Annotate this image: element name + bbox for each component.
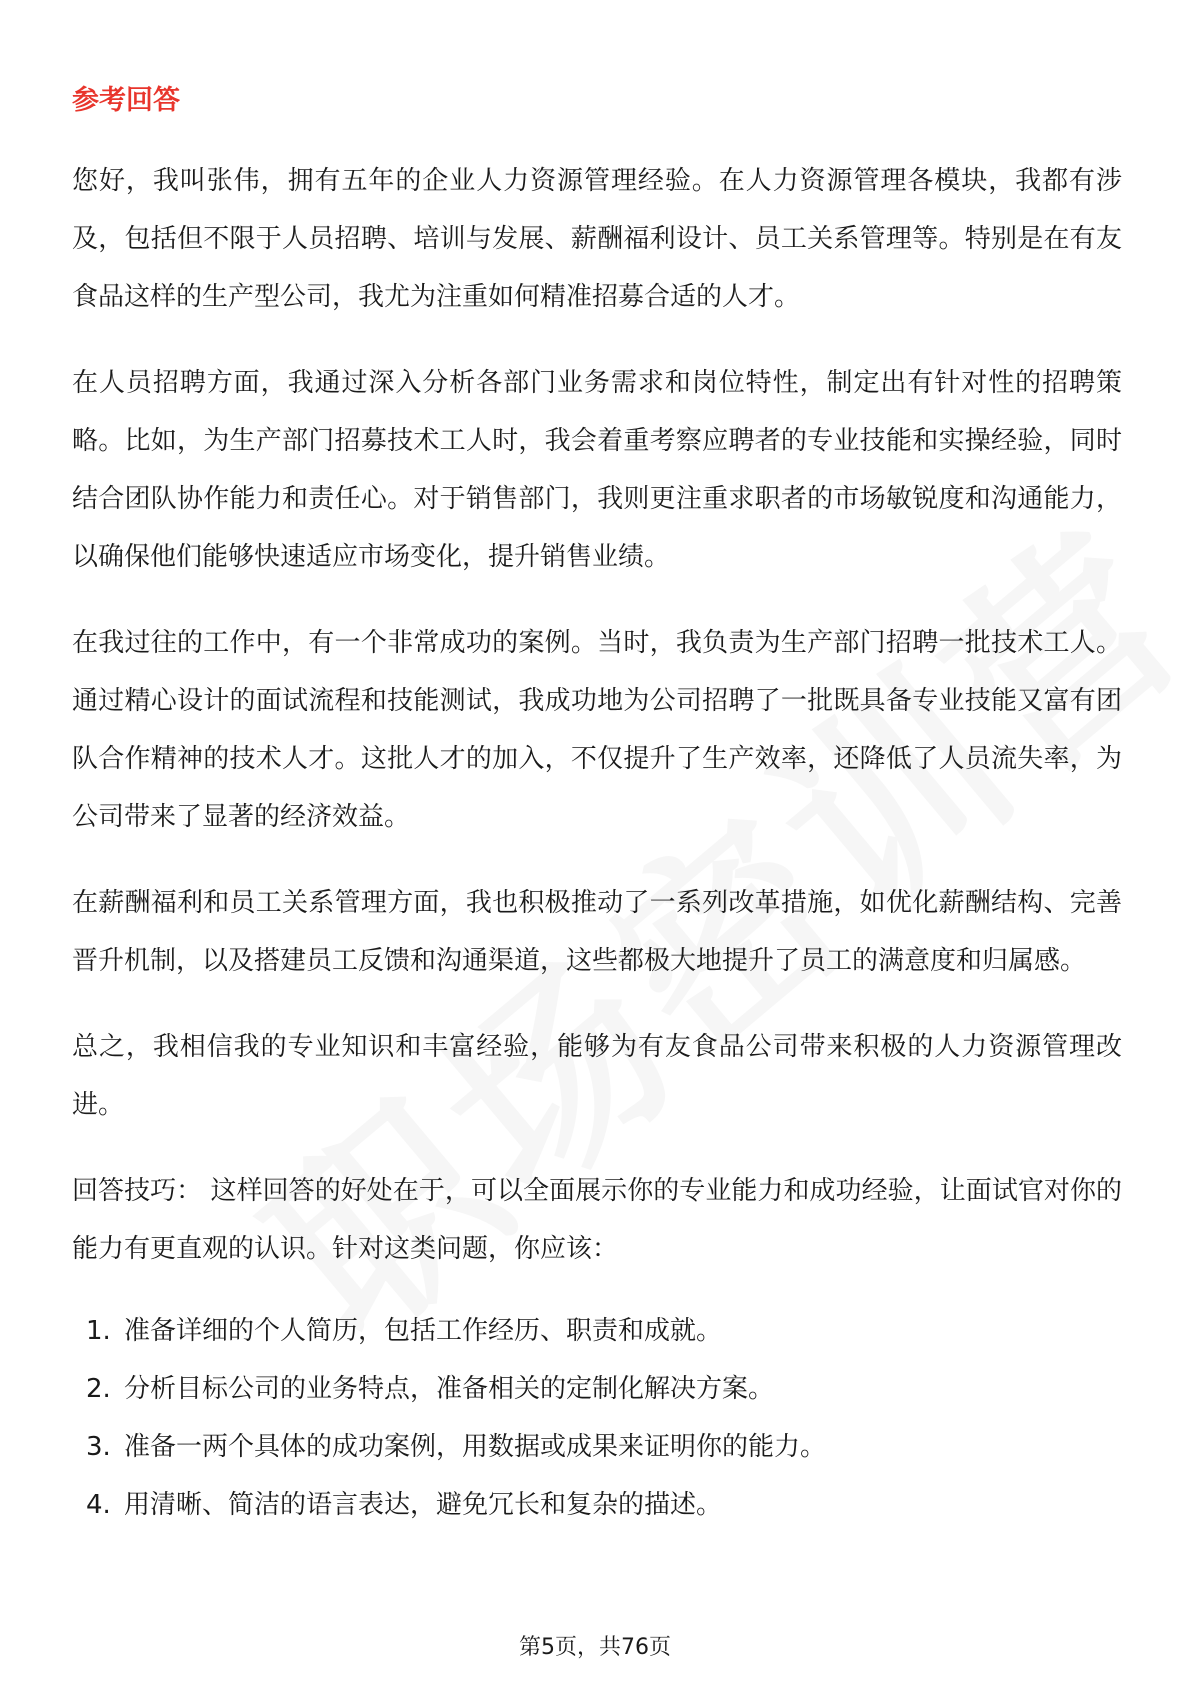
document-body: [72, 80, 1122, 1534]
list-text: 分析目标公司的业务特点，准备相关的定制化解决方案。: [124, 1374, 775, 1404]
paragraph-summary: 总之，我相信我的专业知识和丰富经验，能够为有友食品公司带来积极的人力资源管理改进。: [72, 1032, 1122, 1120]
list-item: [72, 1302, 1122, 1360]
paragraph-case: 在我过往的工作中，有一个非常成功的案例。当时，我负责为生产部门招聘一批技术工人。通过精心设计的面试流程和技能测试，我成功地为公司招聘了一批既具备专业技能又富有团队合作精神的技术人才。这批人才的加入，不仅提升了生产效率，还降低了人员流失率，为公司带来了显著的经济效益。: [72, 628, 1122, 832]
list-number: 2.: [86, 1374, 111, 1404]
list-item: [72, 1418, 1122, 1476]
list-number: 4.: [86, 1490, 111, 1520]
list-item: [72, 1360, 1122, 1418]
paragraph-intro: 您好，我叫张伟，拥有五年的企业人力资源管理经验。在人力资源管理各模块，我都有涉及，包括但不限于人员招聘、培训与发展、薪酬福利设计、员工关系管理等。特别是在有友食品这样的生产型公司，我尤为注重如何精准招募合适的人才。: [72, 166, 1122, 312]
section-heading: 参考回答: [72, 85, 180, 116]
list-number: 3.: [86, 1432, 111, 1462]
tips-list: [72, 1302, 1122, 1534]
paragraph-compensation: 在薪酬福利和员工关系管理方面，我也积极推动了一系列改革措施，如优化薪酬结构、完善晋升机制，以及搭建员工反馈和沟通渠道，这些都极大地提升了员工的满意度和归属感。: [72, 888, 1122, 976]
page-footer: 第5页，共76页: [519, 1635, 671, 1660]
list-text: 准备详细的个人简历，包括工作经历、职责和成就。: [124, 1316, 723, 1346]
paragraph-tips: 回答技巧： 这样回答的好处在于，可以全面展示你的专业能力和成功经验，让面试官对你的能力有更直观的认识。针对这类问题，你应该：: [72, 1176, 1122, 1264]
paragraph-recruiting: 在人员招聘方面，我通过深入分析各部门业务需求和岗位特性，制定出有针对性的招聘策略。比如，为生产部门招募技术工人时，我会着重考察应聘者的专业技能和实操经验，同时结合团队协作能力和责任心。对于销售部门，我则更注重求职者的市场敏锐度和沟通能力，以确保他们能够快速适应市场变化，提升销售业绩。: [72, 368, 1122, 572]
list-number: 1.: [86, 1316, 111, 1346]
list-text: 准备一两个具体的成功案例，用数据或成果来证明你的能力。: [124, 1432, 827, 1462]
list-item: [72, 1476, 1122, 1534]
list-text: 用清晰、简洁的语言表达，避免冗长和复杂的描述。: [124, 1490, 723, 1520]
